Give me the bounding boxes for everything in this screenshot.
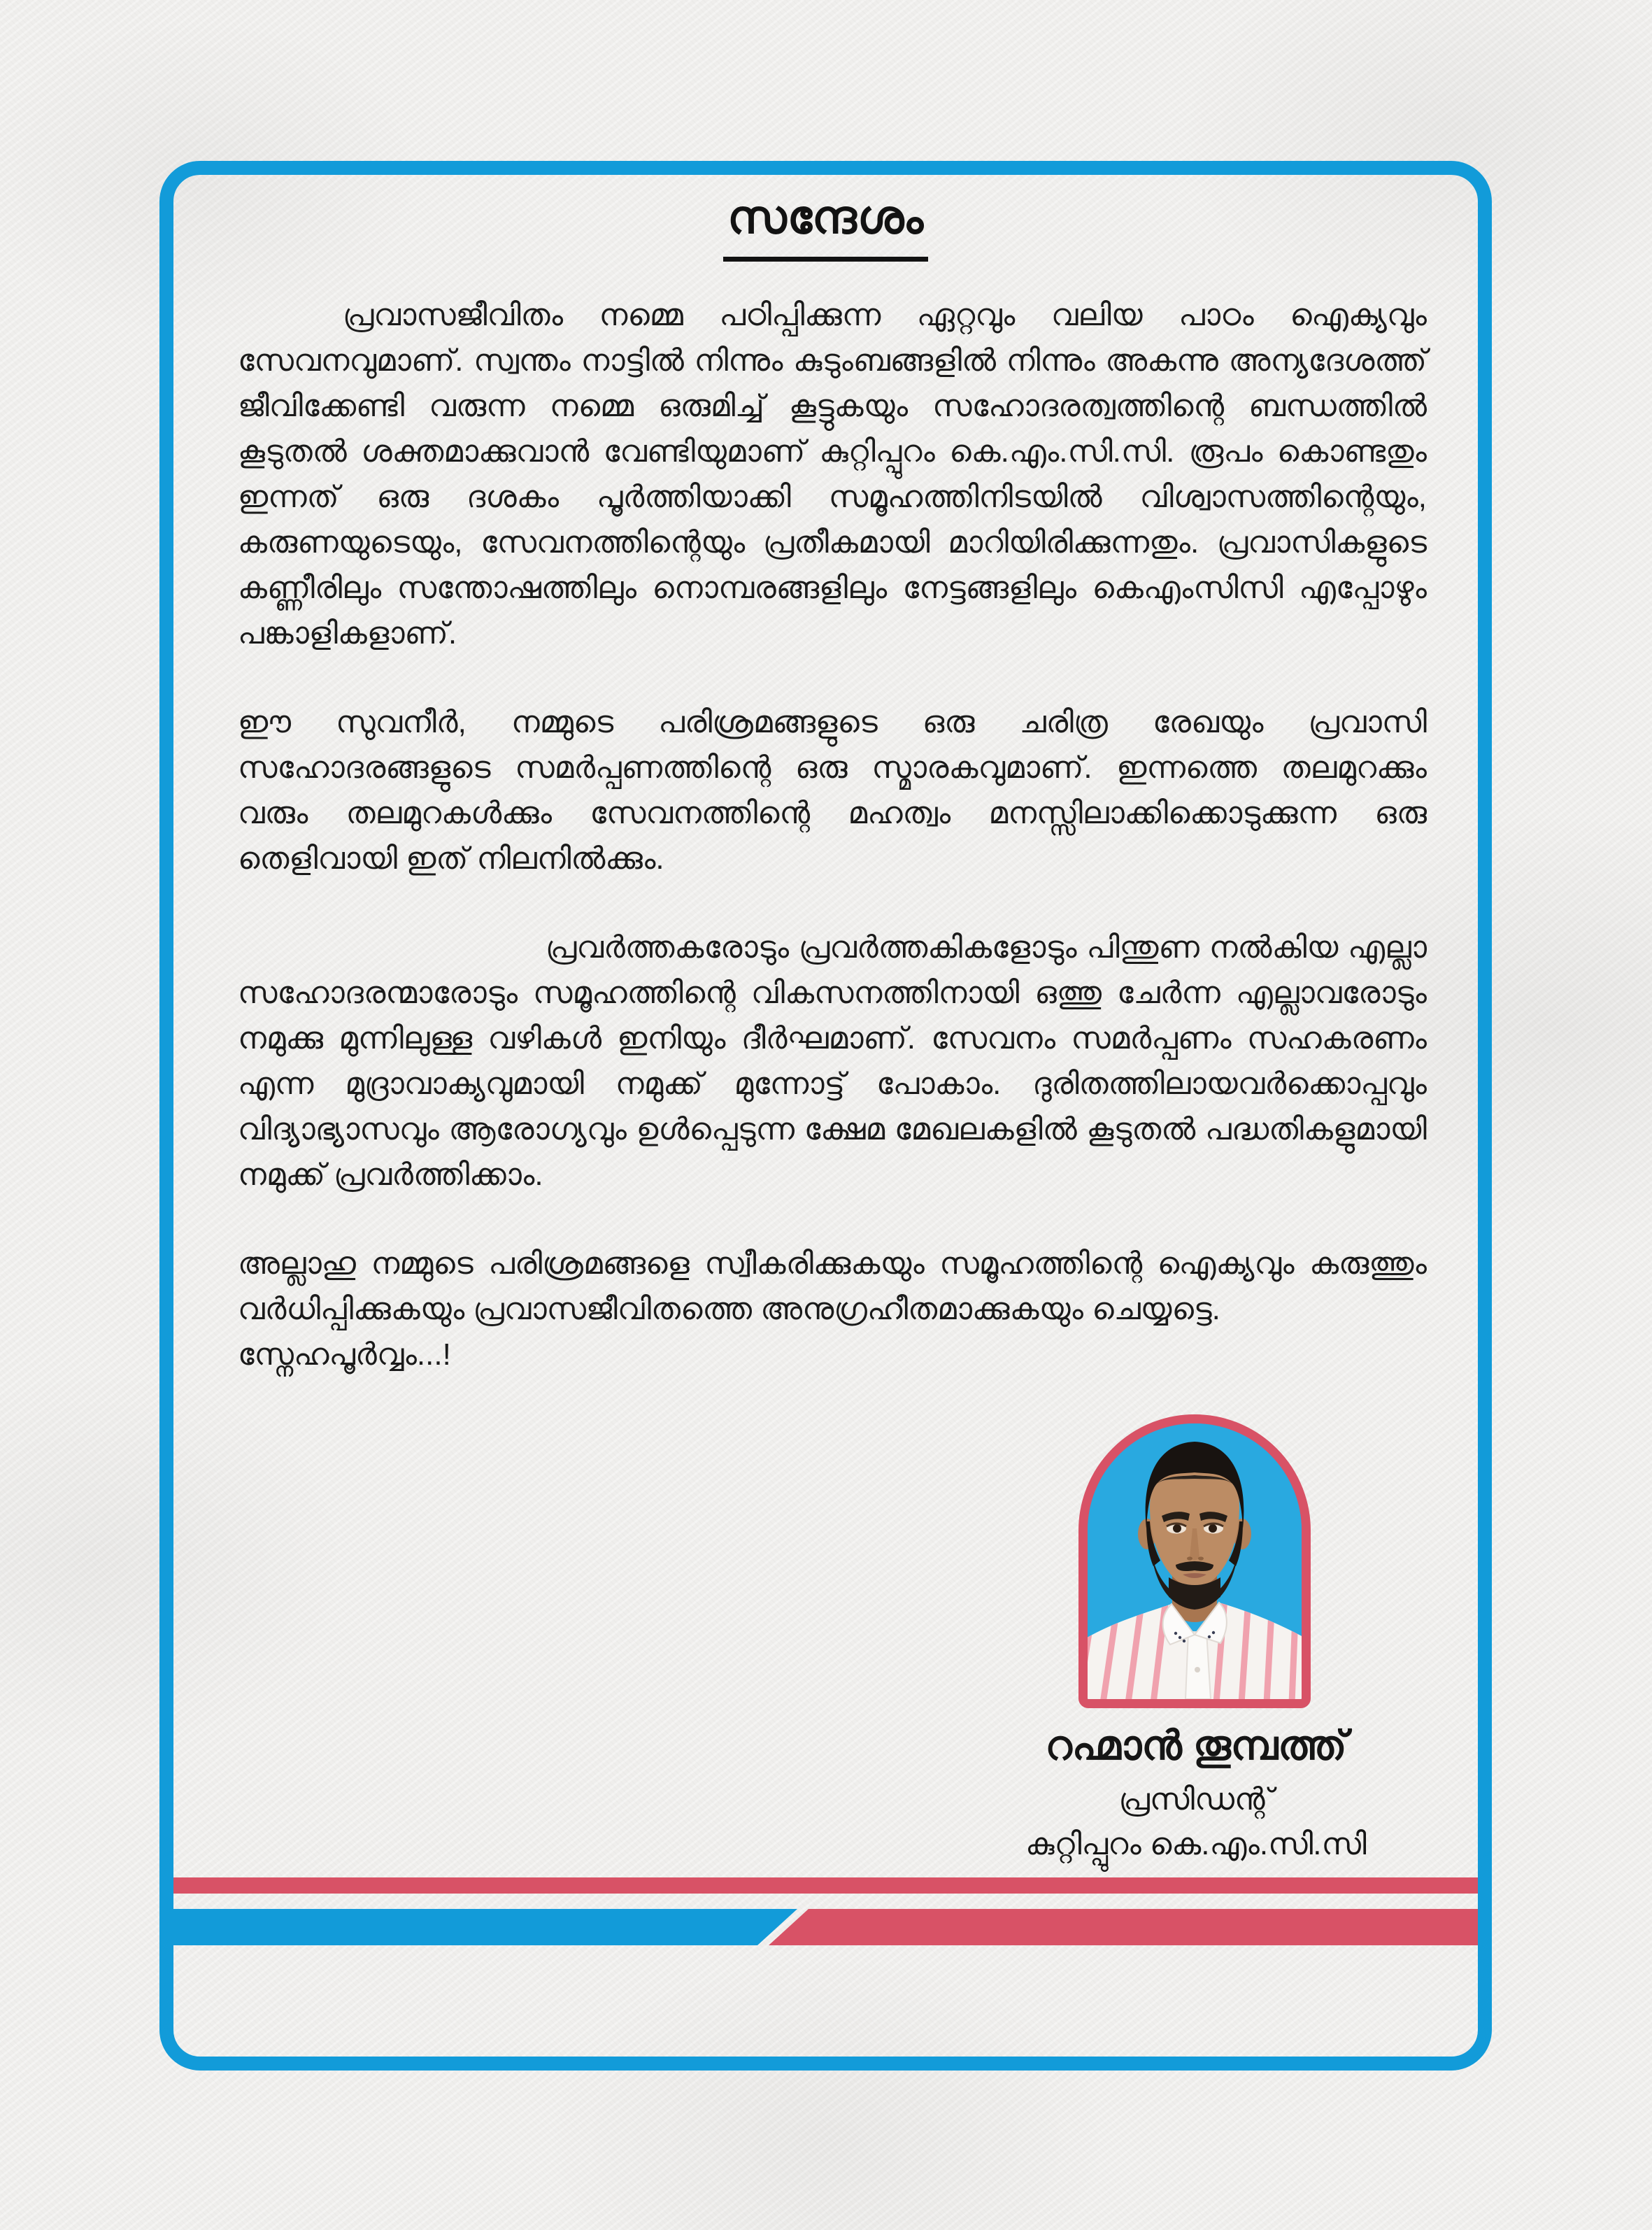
closing-line: സ്നേഹപൂർവ്വം...!: [238, 1337, 451, 1372]
signature-name: റഹ്മാൻ തൂമ്പത്ത്: [1045, 1723, 1347, 1768]
president-portrait-photo: [1088, 1423, 1302, 1699]
thin-red-stripe: [173, 1877, 1478, 1894]
title-row: [159, 190, 1492, 262]
president-photo-frame: [1078, 1414, 1311, 1708]
page-title: സന്ദേശം: [723, 190, 928, 262]
paragraph-3: പ്രവർത്തകരോടും പ്രവർത്തകികളോടും പിന്തുണ നൽകിയ എല്ലാ സഹോദരന്മാരോടും സമൂഹത്തിന്റെ വികസനത്തിനായി ഒത്തു ചേർന്ന എല്ലാവരോടും നമുക്കു മുന്നിലുള്ള വഴികൾ ഇനിയും ദീർഘമാണ്. സേവനം സമർപ്പണം സഹകരണം എന്ന മുദ്രാവാക്യവുമായി നമുക്ക് മുന്നോട്ട് പോകാം. ദുരിതത്തിലായവർക്കൊപ്പവും വിദ്യാഭ്യാസവും ആരോഗ്യവും ഉൾപ്പെടുന്ന ക്ഷേമ മേഖലകളിൽ കൂടുതൽ പദ്ധതികളുമായി നമുക്ക് പ്രവർത്തിക്കാം.: [238, 930, 1427, 1192]
message-body: [238, 292, 1427, 1421]
paragraph-1: പ്രവാസജീവിതം നമ്മെ പഠിപ്പിക്കുന്ന ഏറ്റവും വലിയ പാഠം ഐക്യവും സേവനവുമാണ്. സ്വന്തം നാട്ടിൽ നിന്നും കുടുംബങ്ങളിൽ നിന്നും അകന്നു അന്യദേശത്ത് ജീവിക്കേണ്ടി വരുന്ന നമ്മെ ഒരുമിച്ച് കൂട്ടുകയും സഹോദരത്വത്തിന്റെ ബന്ധത്തിൽ കൂടുതൽ ശക്തമാക്കുവാൻ വേണ്ടിയുമാണ് കുറ്റിപ്പുറം കെ.എം.സി.സി. രൂപം കൊണ്ടതും ഇന്നത് ഒരു ദശകം പൂർത്തിയാക്കി സമൂഹത്തിനിടയിൽ വിശ്വാസത്തിന്റെയും, കരുണയുടെയും, സേവനത്തിന്റെയും പ്രതീകമായി മാറിയിരിക്കുന്നതും. പ്രവാസികളുടെ കണ്ണീരിലും സന്തോഷത്തിലും നൊമ്പരങ്ങളിലും നേട്ടങ്ങളിലും കെഎംസിസി എപ്പോഴും പങ്കാളികളാണ്.: [238, 298, 1427, 651]
signature-organization: കുറ്റിപ്പുറം കെ.എം.സി.സി: [1025, 1827, 1367, 1861]
signature-role: പ്രസിഡന്റ്: [1118, 1782, 1274, 1817]
blue-ribbon-left: [173, 1909, 803, 1945]
red-ribbon-right: [769, 1909, 1478, 1945]
paragraph-4: അല്ലാഹു നമ്മുടെ പരിശ്രമങ്ങളെ സ്വീകരിക്കുകയും സമൂഹത്തിന്റെ ഐക്യവും കരുത്തും വർധിപ്പിക്കുകയും പ്രവാസജീവിതത്തെ അനുഗ്രഹീതമാക്കുകയും ചെയ്യട്ടെ.: [238, 1247, 1427, 1326]
paragraph-2: ഈ സുവനീർ, നമ്മുടെ പരിശ്രമങ്ങളുടെ ഒരു ചരിത്ര രേഖയും പ്രവാസി സഹോദരങ്ങളുടെ സമർപ്പണത്തിന്റെ ഒരു സ്മാരകവുമാണ്. ഇന്നത്തെ തലമുറക്കും വരും തലമുറകൾക്കും സേവനത്തിന്റെ മഹത്വം മനസ്സിലാക്കിക്കൊടുക്കുന്ന ഒരു തെളിവായി ഇത് നിലനിൽക്കും.: [238, 705, 1427, 876]
